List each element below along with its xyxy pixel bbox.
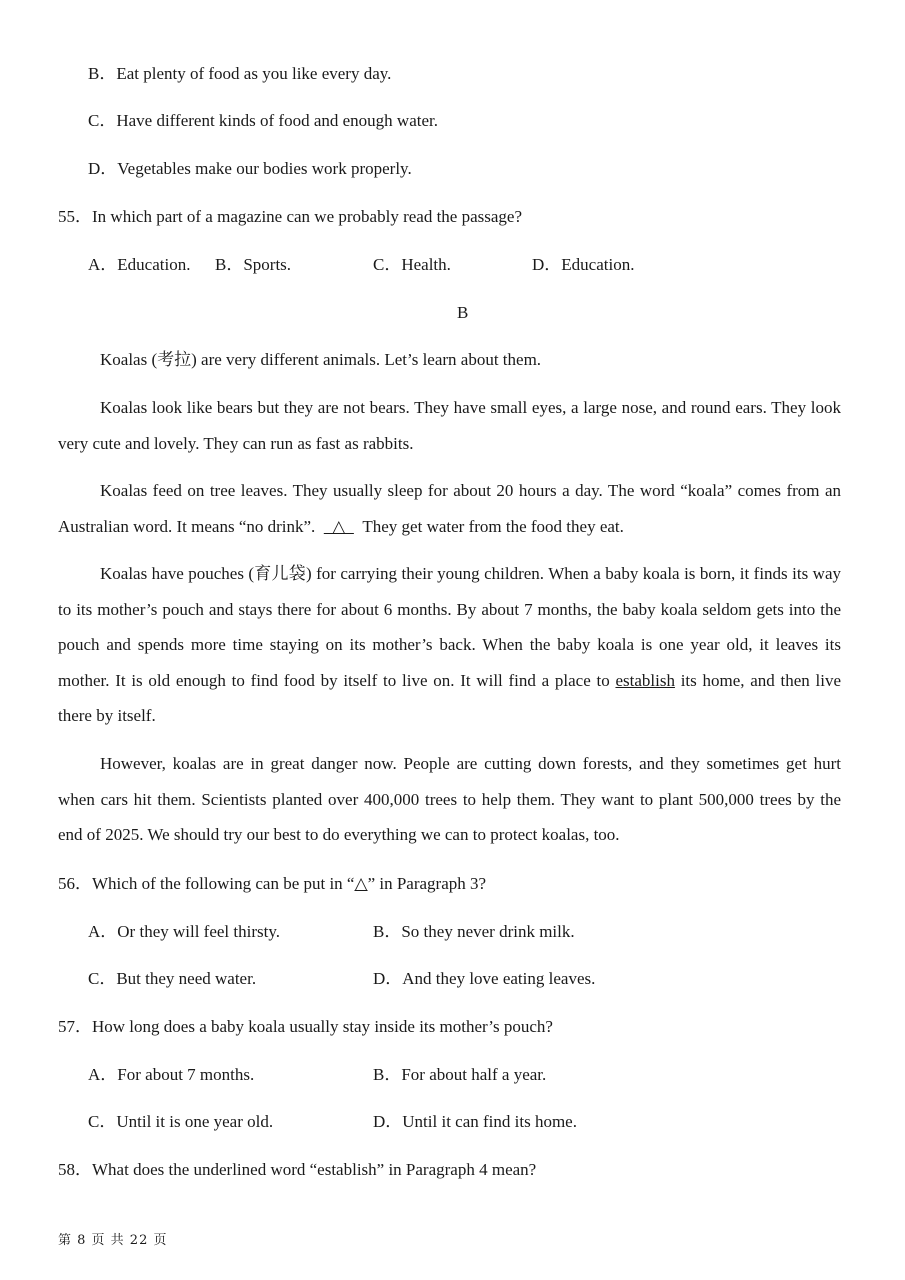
passage-paragraph-3: Koalas feed on tree leaves. They usually sleep for about 20 hours a day. The word “koala” comes from an Australian word. It means “no drink”. △ They get water from the food they eat.: [58, 481, 841, 536]
q55-option-d: D．Education.: [532, 255, 635, 274]
question-57: 57．How long does a baby koala usually stay inside its mother’s pouch?: [58, 1017, 553, 1036]
q56-option-c: C．But they need water.: [88, 969, 257, 988]
passage-paragraph-4: Koalas have pouches (育儿袋) for carrying their young children. When a baby koala is born, it finds its way to its mother’s pouch and stays there for about 6 months. By about 7 months, the baby koala seldom gets into the pouch and spends more time staying on its mother’s back. When the baby koala is one year old, it leaves its mother. It is old enough to find food by itself to live on. It will find a place to establish its home, and then live there by itself.: [58, 564, 842, 725]
q55-option-b: B．Sports.: [215, 255, 292, 274]
section-label: B: [457, 303, 469, 322]
blank-marker: △: [323, 516, 354, 536]
blank-marker: △: [354, 874, 368, 893]
q57-option-c: C．Until it is one year old.: [88, 1112, 274, 1131]
q56-option-a: A．Or they will feel thirsty.: [88, 922, 281, 941]
q55-option-c: C．Health.: [373, 255, 451, 274]
page-footer: 第 8 页 共 22 页: [58, 1233, 168, 1248]
q55-option-a: A．Education.: [88, 255, 191, 274]
q57-option-a: A．For about 7 months.: [88, 1065, 255, 1084]
underlined-word: establish: [615, 670, 675, 690]
passage-paragraph-1: Koalas (考拉) are very different animals. Let’s learn about them.: [100, 350, 542, 369]
q56-option-d: D．And they love eating leaves.: [373, 969, 596, 988]
q57-option-b: B．For about half a year.: [373, 1065, 547, 1084]
question-56: 56．Which of the following can be put in “△” in Paragraph 3?: [58, 874, 487, 893]
question-58: 58．What does the underlined word “establish” in Paragraph 4 mean?: [58, 1160, 537, 1179]
question-55: 55．In which part of a magazine can we probably read the passage?: [58, 207, 522, 226]
passage-paragraph-2: Koalas look like bears but they are not bears. They have small eyes, a large nose, and round ears. They look very cute and lovely. They can run as fast as rabbits.: [58, 398, 841, 453]
option-c: C．Have different kinds of food and enough water.: [88, 111, 438, 130]
option-b: B．Eat plenty of food as you like every day.: [88, 64, 392, 83]
q56-option-b: B．So they never drink milk.: [373, 922, 575, 941]
passage-paragraph-5: However, koalas are in great danger now. People are cutting down forests, and they sometimes get hurt when cars hit them. Scientists planted over 400,000 trees to help them. They want to plant 500,000 trees by the end of 2025. We should try our best to do everything we can to protect koalas, too.: [58, 754, 841, 844]
option-d: D．Vegetables make our bodies work properly.: [88, 159, 412, 178]
q57-option-d: D．Until it can find its home.: [373, 1112, 577, 1131]
